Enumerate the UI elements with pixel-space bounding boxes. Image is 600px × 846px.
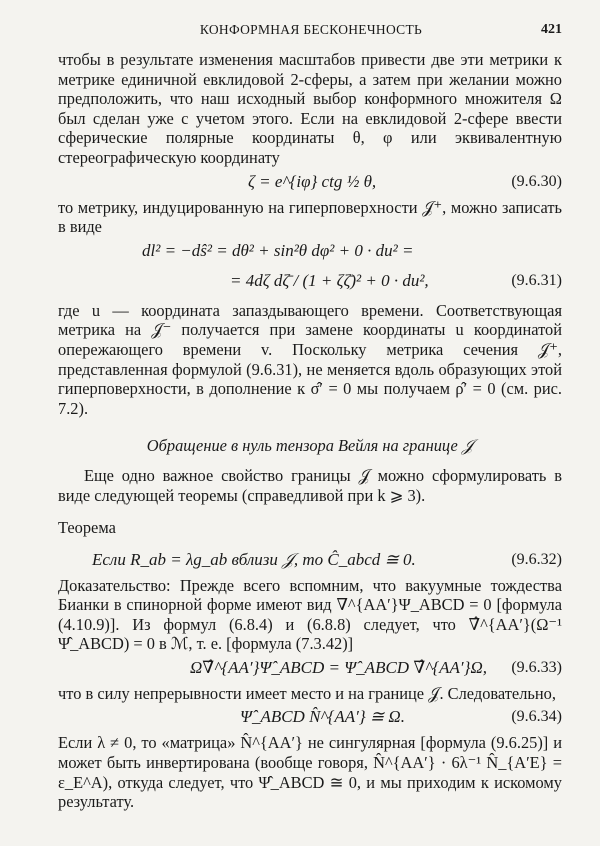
running-header	[60, 22, 562, 42]
equation-9-6-32	[58, 546, 562, 576]
paragraph-1: чтобы в результате изменения масштабов привести две эти метрики к метрике единичной евклидовой 2-сферы, а затем при желании можно предположить, что наш исходный выбор конформного множителя Ω был сделан уже с учетом этого. Если на евклидовой 2-сфере ввести сферические полярные координаты θ, φ или эквивалентную стереографическую координату	[58, 50, 562, 167]
equation-expression: dl² = −dŝ² = dθ² + sin²θ dφ² + 0 · du² =	[142, 240, 414, 260]
page-body	[58, 50, 562, 812]
paragraph-2: то метрику, индуцированную на гиперповерхности 𝒥⁺, можно записать в виде	[58, 197, 562, 237]
paragraph-7: Если λ ≠ 0, то «матрица» N̂^{AA′} не сингулярная [формула (9.6.25)] и может быть инвертирована (вообще говоря, N̂^{AA′} · 6λ⁻¹ N̂_{A′E} = ε_E^A), откуда следует, что Ψ̂_ABCD ≅ 0, и мы приходим к искомому результату.	[58, 733, 562, 812]
equation-number: (9.6.34)	[511, 708, 562, 726]
equation-expression: Ψ̂_ABCD N̂^{AA′} ≅ Ω.	[240, 707, 405, 727]
equation-9-6-31-line-1	[58, 237, 562, 267]
page-number: 421	[541, 22, 562, 37]
equation-9-6-30	[58, 168, 562, 198]
equation-number: (9.6.33)	[511, 658, 562, 676]
equation-expression: Ω∇̂^{AA′}Ψ̂_ABCD = Ψ̂_ABCD ∇̂^{AA′}Ω,	[190, 657, 487, 677]
equation-9-6-31-line-2	[58, 267, 562, 301]
running-title: КОНФОРМНАЯ БЕСКОНЕЧНОСТЬ	[199, 22, 423, 37]
equation-number: (9.6.31)	[511, 271, 562, 289]
equation-expression: = 4dζ dζ̄ / (1 + ζζ̄)² + 0 · du²,	[230, 270, 429, 290]
theorem-label: Теорема	[58, 517, 116, 537]
paragraph-3: где u — координата запаздывающего времени. Соответствующая метрика на 𝒥⁻ получается при замене координаты u координатой опережающего времени v. Поскольку метрика сечения 𝒥⁺, представленная формулой (9.6.31), не меняется вдоль образующих этой гиперповерхности, в дополнение к σ̂′ = 0 мы получаем ρ̂′ = 0 (см. рис. 7.2).	[58, 300, 562, 418]
equation-number: (9.6.30)	[511, 172, 562, 190]
equation-expression: ζ = e^{iφ} ctg ½ θ,	[248, 171, 377, 191]
equation-9-6-34	[58, 703, 562, 733]
paragraph-5-proof: Доказательство: Прежде всего вспомним, что вакуумные тождества Бианки в спинорной форме имеют вид ∇^{AA′}Ψ_ABCD = 0 [формула (4.10.9)]. Из формул (6.8.4) и (6.8.8) следует, что ∇̂^{AA′}(Ω⁻¹ Ψ̂_ABCD) = 0 в ℳ, т. е. [формула (7.3.42)]	[58, 575, 562, 654]
paragraph-6: что в силу непрерывности имеет место и на границе 𝒥. Следовательно,	[58, 683, 556, 703]
section-title: Обращение в нуль тензора Вейля на границе 𝒥	[146, 436, 474, 456]
equation-number: (9.6.32)	[511, 550, 562, 568]
equation-expression: Если R_ab = λg_ab вблизи 𝒥, то Ĉ_abcd ≅ 0.	[92, 549, 416, 569]
equation-9-6-33	[58, 654, 562, 684]
paragraph-4: Еще одно важное свойство границы 𝒥 можно сформулировать в виде следующей теоремы (справедливой при k ⩾ 3).	[58, 466, 562, 505]
